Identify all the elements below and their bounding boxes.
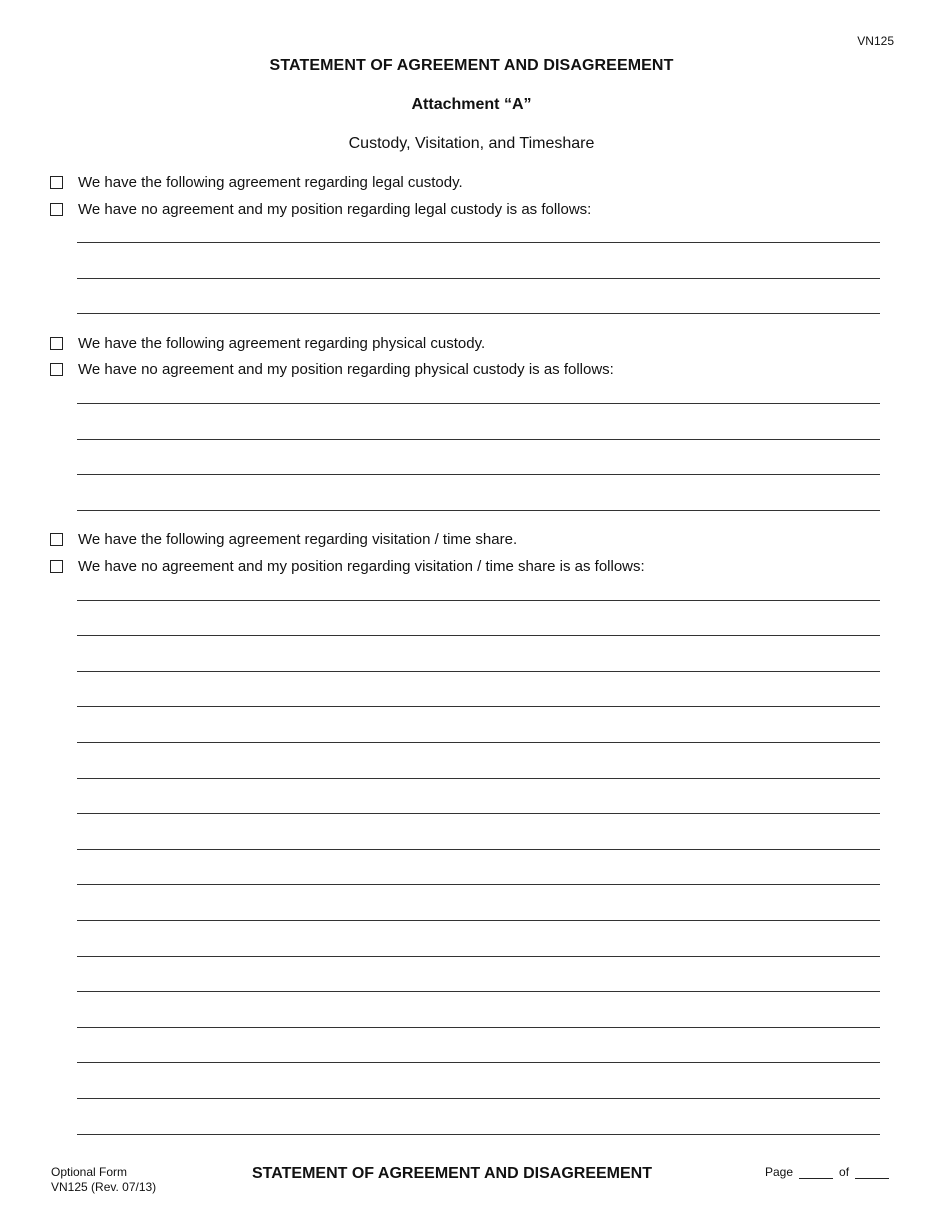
optional-form-label: Optional Form: [51, 1165, 128, 1179]
physical-custody-write-line[interactable]: [77, 474, 880, 475]
physical-custody-write-line[interactable]: [77, 510, 880, 511]
legal-custody-disagree-option[interactable]: [50, 201, 591, 218]
visitation-write-line[interactable]: [77, 1134, 880, 1135]
revision-label: VN125 (Rev. 07/13): [51, 1180, 157, 1194]
of-label: of: [839, 1165, 850, 1179]
form-title: STATEMENT OF AGREEMENT AND DISAGREEMENT: [269, 57, 674, 74]
visitation-disagree-checkbox[interactable]: [50, 560, 63, 573]
visitation-write-line[interactable]: [77, 742, 880, 743]
page-label: Page: [765, 1165, 794, 1179]
legal-custody-agree-option[interactable]: [50, 174, 463, 191]
physical-custody-agree-label: We have the following agreement regarding physical custody.: [78, 335, 486, 352]
visitation-write-line[interactable]: [77, 956, 880, 957]
footer-form-info: [51, 1165, 156, 1195]
page-total-blank[interactable]: [855, 1166, 889, 1179]
visitation-write-line[interactable]: [77, 1062, 880, 1063]
physical-custody-write-line[interactable]: [77, 439, 880, 440]
visitation-write-line[interactable]: [77, 991, 880, 992]
physical-custody-agree-checkbox[interactable]: [50, 337, 63, 350]
form-subtitle: Custody, Visitation, and Timeshare: [348, 135, 595, 152]
form-code: VN125: [857, 34, 894, 48]
visitation-write-line[interactable]: [77, 600, 880, 601]
legal-custody-write-line[interactable]: [77, 242, 880, 243]
page-number-blank[interactable]: [799, 1166, 833, 1179]
visitation-write-line[interactable]: [77, 706, 880, 707]
legal-custody-disagree-checkbox[interactable]: [50, 203, 63, 216]
legal-custody-write-line[interactable]: [77, 313, 880, 314]
visitation-write-line[interactable]: [77, 671, 880, 672]
physical-custody-disagree-checkbox[interactable]: [50, 363, 63, 376]
visitation-write-line[interactable]: [77, 635, 880, 636]
visitation-write-line[interactable]: [77, 884, 880, 885]
visitation-write-line[interactable]: [77, 920, 880, 921]
visitation-write-line[interactable]: [77, 1098, 880, 1099]
visitation-write-line[interactable]: [77, 849, 880, 850]
visitation-write-line[interactable]: [77, 813, 880, 814]
visitation-disagree-label: We have no agreement and my position regarding visitation / time share is as follows:: [78, 558, 645, 575]
page-number-field: [765, 1165, 889, 1179]
legal-custody-disagree-label: We have no agreement and my position regarding legal custody is as follows:: [78, 201, 592, 218]
attachment-label: Attachment “A”: [411, 96, 532, 113]
visitation-disagree-option[interactable]: [50, 558, 645, 575]
visitation-agree-checkbox[interactable]: [50, 533, 63, 546]
visitation-write-line[interactable]: [77, 778, 880, 779]
physical-custody-write-line[interactable]: [77, 403, 880, 404]
physical-custody-disagree-label: We have no agreement and my position regarding physical custody is as follows:: [78, 361, 614, 378]
legal-custody-agree-checkbox[interactable]: [50, 176, 63, 189]
visitation-agree-label: We have the following agreement regarding visitation / time share.: [78, 531, 518, 548]
visitation-write-line[interactable]: [77, 1027, 880, 1028]
footer-title: STATEMENT OF AGREEMENT AND DISAGREEMENT: [252, 1165, 652, 1182]
physical-custody-agree-option[interactable]: [50, 335, 485, 352]
physical-custody-disagree-option[interactable]: [50, 361, 614, 378]
visitation-agree-option[interactable]: [50, 531, 517, 548]
legal-custody-write-line[interactable]: [77, 278, 880, 279]
legal-custody-agree-label: We have the following agreement regarding legal custody.: [78, 174, 463, 191]
